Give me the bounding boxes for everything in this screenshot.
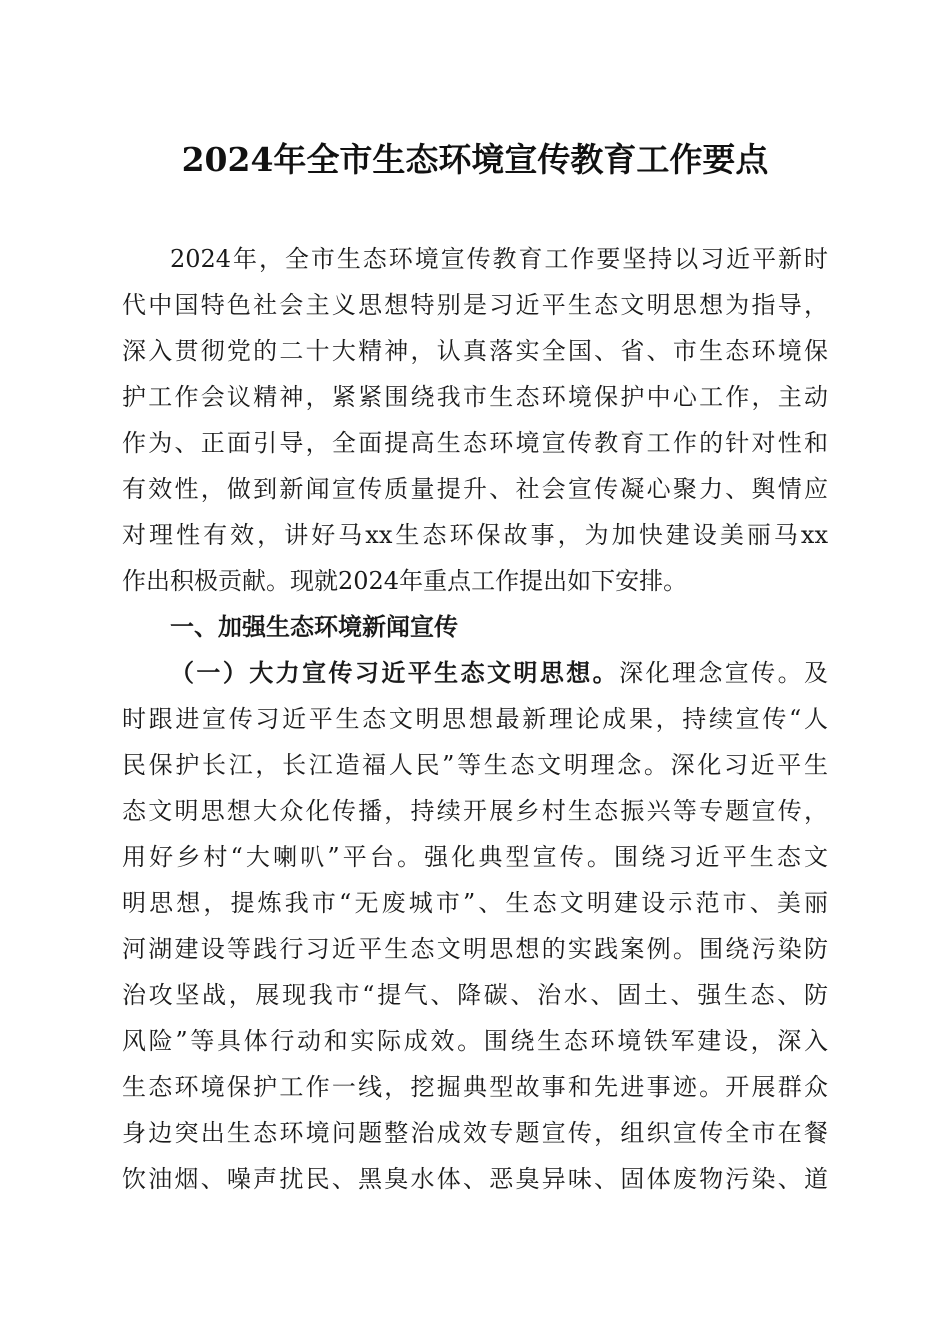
subsection-line: 时跟进宣传习近平生态文明思想最新理论成果，持续宣传“人 <box>122 705 828 733</box>
subsection-line: 身边突出生态环境问题整治成效专题宣传，组织宣传全市在餐 <box>122 1119 828 1147</box>
subsection-line: 河湖建设等践行习近平生态文明思想的实践案例。围绕污染防 <box>122 935 828 963</box>
subsection-line: 生态环境保护工作一线，挖掘典型故事和先进事迹。开展群众 <box>122 1073 828 1101</box>
subsection-line: 民保护长江，长江造福人民”等生态文明理念。深化习近平生 <box>122 751 828 779</box>
subsection-line: 饮油烟、噪声扰民、黑臭水体、恶臭异味、固体废物污染、道 <box>122 1165 828 1193</box>
intro-line: 作出积极贡献。现就2024年重点工作提出如下安排。 <box>122 567 688 595</box>
subsection-heading: （一）大力宣传习近平生态文明思想。 <box>170 659 620 687</box>
subsection-first-line-text: 深化理念宣传。及 <box>619 659 829 687</box>
intro-line: 对理性有效，讲好马xx生态环保故事，为加快建设美丽马xx <box>122 521 828 549</box>
intro-line: 作为、正面引导，全面提高生态环境宣传教育工作的针对性和 <box>122 429 828 457</box>
intro-line: 2024年，全市生态环境宣传教育工作要坚持以习近平新时 <box>170 245 828 273</box>
subsection-line: 风险”等具体行动和实际成效。围绕生态环境铁军建设，深入 <box>122 1027 828 1055</box>
intro-line: 深入贯彻党的二十大精神，认真落实全国、省、市生态环境保 <box>122 337 828 365</box>
subsection-line: 态文明思想大众化传播，持续开展乡村生态振兴等专题宣传， <box>122 797 828 825</box>
subsection-line: 用好乡村“大喇叭”平台。强化典型宣传。围绕习近平生态文 <box>122 843 828 871</box>
intro-line: 有效性，做到新闻宣传质量提升、社会宣传凝心聚力、舆情应 <box>122 475 828 503</box>
intro-line: 护工作会议精神，紧紧围绕我市生态环境保护中心工作，主动 <box>122 383 828 411</box>
subsection-first-line <box>122 650 828 696</box>
intro-line: 代中国特色社会主义思想特别是习近平生态文明思想为指导， <box>122 291 828 319</box>
subsection-line: 明思想，提炼我市“无废城市”、生态文明建设示范市、美丽 <box>122 889 828 917</box>
section-heading: 一、加强生态环境新闻宣传 <box>170 613 458 641</box>
intro-paragraph <box>122 236 828 1202</box>
document-title: 2024年全市生态环境宣传教育工作要点 <box>181 140 769 179</box>
subsection-line: 治攻坚战，展现我市“提气、降碳、治水、固土、强生态、防 <box>122 981 828 1009</box>
